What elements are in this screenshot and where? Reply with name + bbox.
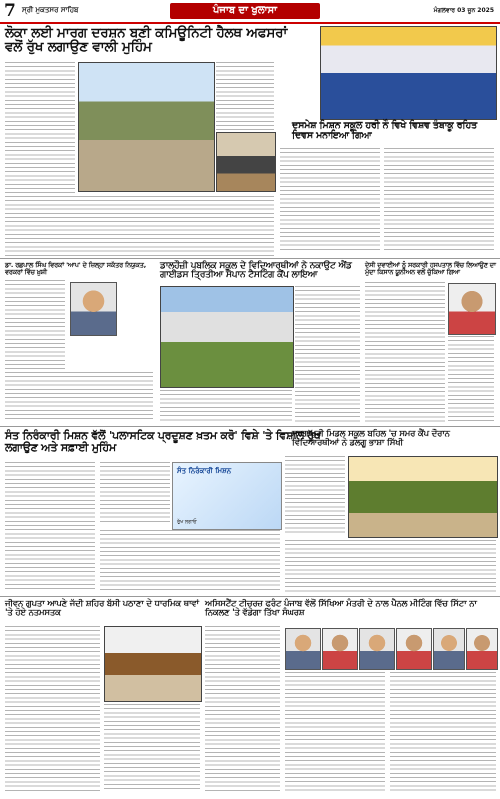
story-1-text-2 [216, 62, 274, 130]
story-9-text-3 [390, 672, 496, 791]
story-8-text [5, 626, 100, 791]
story-2-text [280, 148, 380, 252]
story-2-text-2 [384, 148, 494, 252]
advertisement [172, 462, 282, 530]
story-5-portrait [448, 283, 496, 335]
story-3-text [5, 280, 65, 370]
page-number: 7 [4, 1, 16, 21]
story-9-text [205, 626, 280, 791]
story-4-headline: ਡਾਲਹੌਜ਼ੀ ਪਬਲਿਕ ਸਕੂਲ ਦੇ ਵਿਦਿਆਰਥੀਆਂ ਨੇ ਨਕਾਉਟ ਐਂਡ ਗਾਈਡਸ ਤ੍ਰਿਤੀਆ ਸੋਪਾਨ ਟੈਸਟਿੰਗ ਕੈਂਪ ਲਾਇਆ [160, 261, 352, 281]
publication-name: ਸ੍ਰੀ ਮੁਕਤਸਰ ਸਾਹਿਬ [22, 6, 79, 14]
story-9-text-2 [285, 672, 385, 791]
story-3-text-2 [5, 372, 153, 422]
story-7-text-2 [285, 540, 496, 592]
story-8-text-2 [104, 704, 200, 791]
story-4-text [295, 286, 360, 422]
issue-date: ਮੰਗਲਵਾਰ 03 ਜੂਨ 2025 [433, 7, 494, 14]
portrait-3 [359, 628, 395, 670]
story-2-photo [320, 26, 497, 120]
story-3-portrait [70, 282, 117, 336]
portrait-2 [322, 628, 358, 670]
story-6-text-3 [100, 530, 280, 590]
portrait-6 [466, 628, 498, 670]
story-5-text-2 [448, 336, 494, 422]
story-6-headline: ਸੰਤ ਨਿਰੰਕਾਰੀ ਮਿਸ਼ਨ ਵੱਲੋਂ 'ਪਲਾਸਟਿਕ ਪ੍ਰਦੂਸ਼ਣ ਖ਼ਤਮ ਕਰੋ' ਵਿਸ਼ੇ 'ਤੇ ਵਿਸ਼ਾਲ ਰੁੱਖ ਲਗਾਉਣ ਅਤੇ ਸਫ਼ਾਈ ਮੁਹਿੰਮ [5, 429, 321, 454]
story-9-headline: ਅਸਿਸਟੈਂਟ ਟੀਚਰਜ਼ ਫਰੰਟ ਪੰਜਾਬ ਵੱਲੋਂ ਸਿੱਖਿਆ ਮੰਤਰੀ ਦੇ ਨਾਲ ਪੈਨਲ ਮੀਟਿੰਗ ਵਿੱਚ ਸਿੱਟਾ ਨਾ ਨਿਕਲਣ 'ਤੇ ਵੱਡੇਗਾ ਤਿੱਖਾ ਸੰਘਰਸ਼ [205, 599, 477, 618]
story-3-headline: ਡਾ. ਰਛਪਾਲ ਸਿੰਘ ਵਿਰਕਾਂ 'ਆਪ' ਦੇ ਜ਼ਿਲ੍ਹਾ ਸਕੱਤਰ ਨਿਯੁਕਤ, ਵਰਕਰਾਂ ਵਿੱਚ ਖ਼ੁਸ਼ੀ [5, 261, 146, 276]
story-5-text [365, 282, 445, 422]
portrait-4 [396, 628, 432, 670]
ad-title: ਸੰਤ ਨਿਰੰਕਾਰੀ ਮਿਸ਼ਨ [177, 467, 232, 475]
story-6-text [5, 462, 95, 592]
story-7-photo [348, 456, 498, 538]
portrait-5 [433, 628, 465, 670]
story-1-headline: ਲੋਕਾ ਲਈ ਮਾਰਗ ਦਰਸ਼ਨ ਬਣੀ ਕਮਿਊਨਿਟੀ ਹੈਲਥ ਅਫਸਰਾਂ ਵਲੋਂ ਰੁੱਖ ਲਗਾਉਣ ਵਾਲੀ ਮੁਹਿੰਮ [5, 25, 288, 56]
story-8-photo [104, 626, 202, 702]
ad-subtitle: ਰੁੱਖ ਲਗਾਓ [177, 519, 197, 525]
story-7-text [285, 456, 345, 536]
story-8-headline: ਜੀਵਨ ਗੁਪਤਾ ਆਪਣੇ ਜੱਦੀ ਸ਼ਹਿਰ ਬੱਸੀ ਪਠਾਣਾ ਦੇ ਧਾਰਮਿਕ ਥਾਵਾਂ 'ਤੇ ਹੋਏ ਨਤਮਸਤਕ [5, 599, 199, 618]
section-banner: ਪੰਜਾਬ ਦਾ ਖੁਲਾਸਾ [170, 3, 320, 19]
story-4-photo [160, 286, 294, 388]
divider [0, 258, 500, 259]
story-2-headline: ਦਸਮੇਸ਼ ਮਿਸ਼ਨ ਸਕੂਲ ਹਰੀ ਨੌ ਵਿਖੇ ਵਿਸ਼ਵ ਤੰਬਾਕੂ ਰਹਿਤ ਦਿਵਸ ਮਨਾਇਆ ਗਿਆ [292, 120, 477, 141]
divider [0, 426, 500, 427]
story-1-text [5, 62, 75, 194]
divider [0, 596, 500, 597]
story-1-photo-2 [216, 132, 276, 192]
story-1-photo-1 [78, 62, 215, 192]
portrait-1 [285, 628, 321, 670]
story-5-headline: ਦੇਸੀ ਦਵਾਈਆਂ ਨੂੰ ਸਰਕਾਰੀ ਹਸਪਤਾਲ ਵਿੱਚ ਲਿਆਉਣ ਦਾ ਮੁੱਦਾ ਕਿਸਾਨ ਯੂਨੀਅਨ ਵਲੋਂ ਚੁੱਕਿਆ ਗਿਆ [365, 261, 496, 276]
story-4-text-2 [160, 390, 292, 422]
story-7-headline: ਸੁਰਗਾਪੁਰੀ ਮਿਡਲ ਸਕੂਲ ਬਹਿਲ 'ਚ ਸਮਰ ਕੈਂਪ ਦੌਰਾਨ ਵਿਦਿਆਰਥੀਆਂ ਨੇ ਡਲਗੂ ਭਾਸ਼ਾ ਸਿੱਖੀ [292, 429, 450, 448]
story-6-text-2 [100, 462, 170, 522]
story-1-text-3 [5, 196, 274, 256]
